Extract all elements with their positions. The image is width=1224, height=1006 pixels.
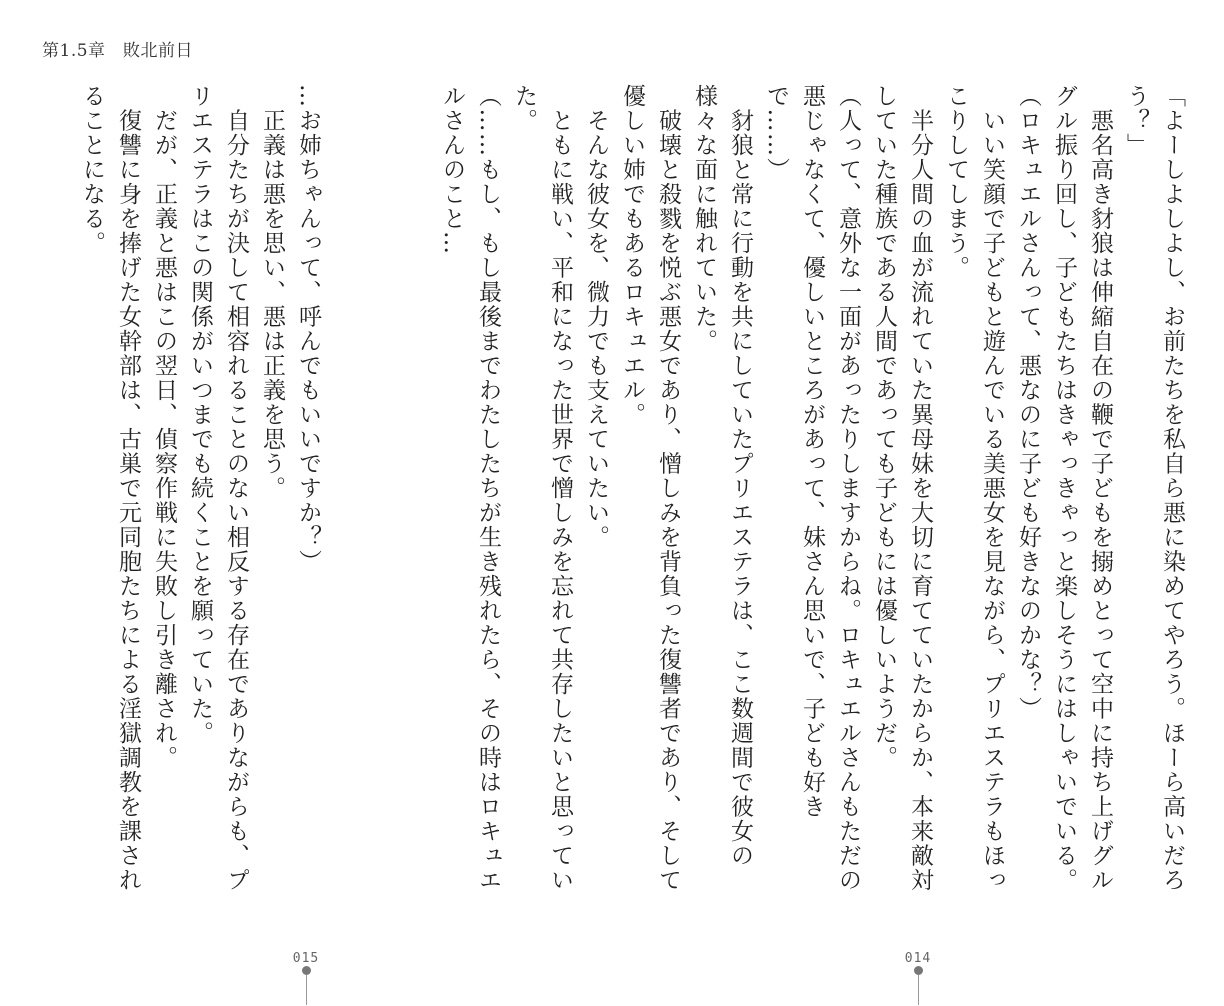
paragraph: （ロキュエルさんって、悪なのに子ども好きなのかな？） — [1015, 84, 1041, 721]
marker-stem — [306, 975, 307, 1005]
marker-dot-icon — [914, 966, 923, 975]
page-gutter — [362, 84, 398, 904]
marker-dot-icon — [302, 966, 311, 975]
paragraph: 豺狼と常に行動を共にしていたプリエステラは、ここ数週間で彼女の様々な面に触れていた。 — [691, 84, 753, 868]
paragraph: 正義は悪を思い、悪は正義を思う。 — [259, 84, 285, 501]
page-marker-right — [898, 966, 938, 1006]
chapter-header: 第1.5章 敗北前日 — [42, 41, 194, 61]
page-gutter — [326, 84, 362, 904]
page-marker-left — [286, 966, 326, 1006]
paragraph: だが、正義と悪はこの翌日、偵察作戦に失敗し引き離され。 — [151, 84, 177, 770]
vertical-text-body — [79, 84, 1190, 904]
paragraph: そんな彼女を、微力でも支えていたい。 — [583, 84, 609, 550]
paragraph: 半分人間の血が流れていた異母妹を大切に育てていたからか、本来敵対していた種族である人間であっても子どもには優しいようだ。 — [871, 84, 933, 893]
paragraph: …お姉ちゃんって、呼んでもいいですか？） — [295, 84, 321, 574]
paragraph: 悪名高き豺狼は伸縮自在の鞭で子どもを搦めとって空中に持ち上げグルグル振り回し、子どもたちはきゃっきゃっと楽しそうにはしゃいでいる。 — [1051, 84, 1113, 893]
paragraph: ともに戦い、平和になった世界で憎しみを忘れて共存したいと思っていた。 — [511, 84, 573, 893]
paragraph: （……もし、もし最後までわたしたちが生き残れたら、その時はロキュエルさんのこと… — [439, 84, 501, 893]
page-number-right: 014 — [904, 951, 932, 966]
page-number-left: 015 — [292, 951, 320, 966]
paragraph: （人って、意外な一面があったりしますからね。ロキュエルさんもただの悪じゃなくて、優しいところがあって、妹さん思いで、子ども好きで……） — [763, 84, 861, 893]
paragraph: 復讐に身を捧げた女幹部は、古巣で元同胞たちによる淫獄調教を課されることになる。 — [79, 84, 141, 893]
paragraph: 「よーしよしよし、お前たちを私自ら悪に染めてやろう。ほーら高いだろう？」 — [1123, 84, 1185, 893]
paragraph: いい笑顔で子どもと遊んでいる美悪女を見ながら、プリエステラもほっこりしてしまう。 — [943, 84, 1005, 893]
paragraph: 破壊と殺戮を悦ぶ悪女であり、憎しみを背負った復讐者であり、そして優しい姉でもあるロキュエル。 — [619, 84, 681, 893]
marker-stem — [918, 975, 919, 1005]
paragraph: 自分たちが決して相容れることのない相反する存在でありながらも、プリエステラはこの関係がいつまでも続くことを願っていた。 — [187, 84, 249, 893]
page-gutter — [398, 84, 434, 904]
